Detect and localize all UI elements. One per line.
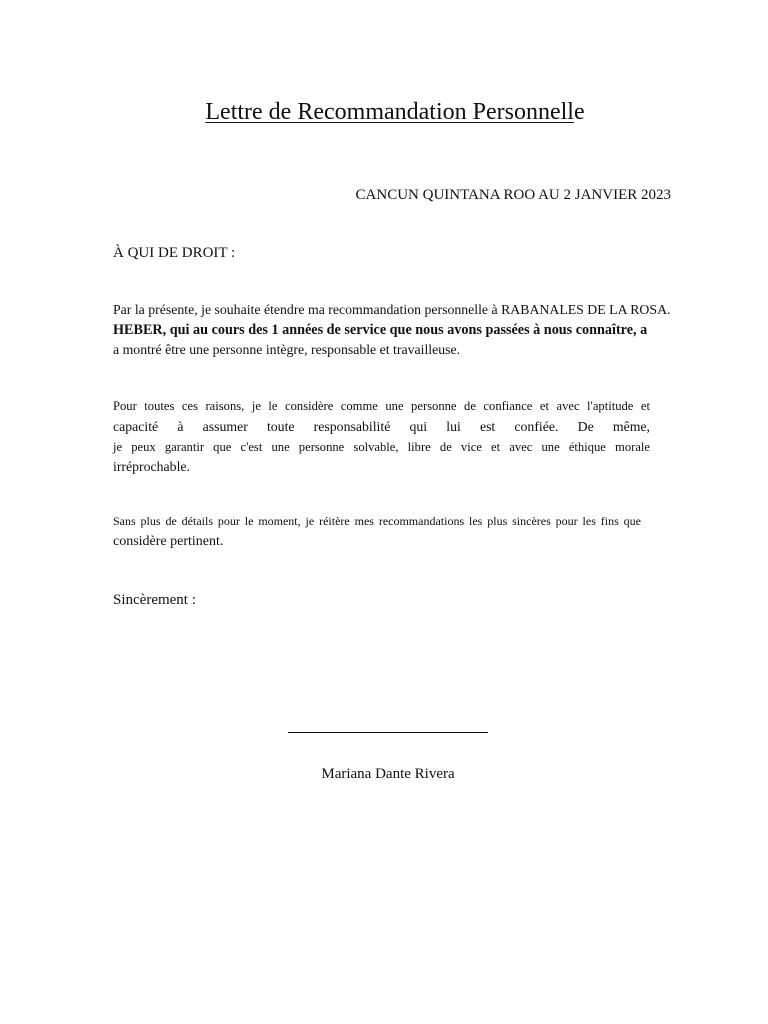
letter-title-underlined: Lettre de Recommandation Personnell <box>205 99 574 125</box>
paragraph-line: a montré être une personne intègre, responsable et travailleuse. <box>113 342 461 357</box>
paragraph-reasons <box>113 396 650 477</box>
paragraph-line: Sans plus de détails pour le moment, je réitère mes recommandations les plus sincères pour les fins que <box>113 514 641 528</box>
letter-title <box>0 96 768 128</box>
signature-name: Mariana Dante Rivera <box>321 766 455 782</box>
letter-title-tail: e <box>573 99 585 125</box>
paragraph-line: je peux garantir que c'est une personne solvable, libre de vice et avec une éthique morale <box>113 440 650 454</box>
closing: Sincèrement : <box>113 592 196 608</box>
date-line: CANCUN QUINTANA ROO AU 2 JANVIER 2023 <box>355 187 671 203</box>
paragraph-conclusion <box>113 511 641 553</box>
paragraph-line: considère pertinent. <box>113 534 224 549</box>
paragraph-line-bold: HEBER, qui au cours des 1 années de service que nous avons passées à nous connaître, a <box>113 322 648 338</box>
paragraph-line: Par la présente, je souhaite étendre ma recommandation personnelle à RABANALES DE LA ROSA. <box>113 302 671 317</box>
signature-line <box>288 732 488 733</box>
salutation: À QUI DE DROIT : <box>113 245 236 261</box>
paragraph-introduction <box>113 300 678 360</box>
paragraph-line: irréprochable. <box>113 459 190 474</box>
paragraph-line: Pour toutes ces raisons, je le considère comme une personne de confiance et avec l'aptitude et <box>113 399 650 413</box>
paragraph-line: capacité à assumer toute responsabilité qui lui est confiée. De même, <box>113 419 650 434</box>
